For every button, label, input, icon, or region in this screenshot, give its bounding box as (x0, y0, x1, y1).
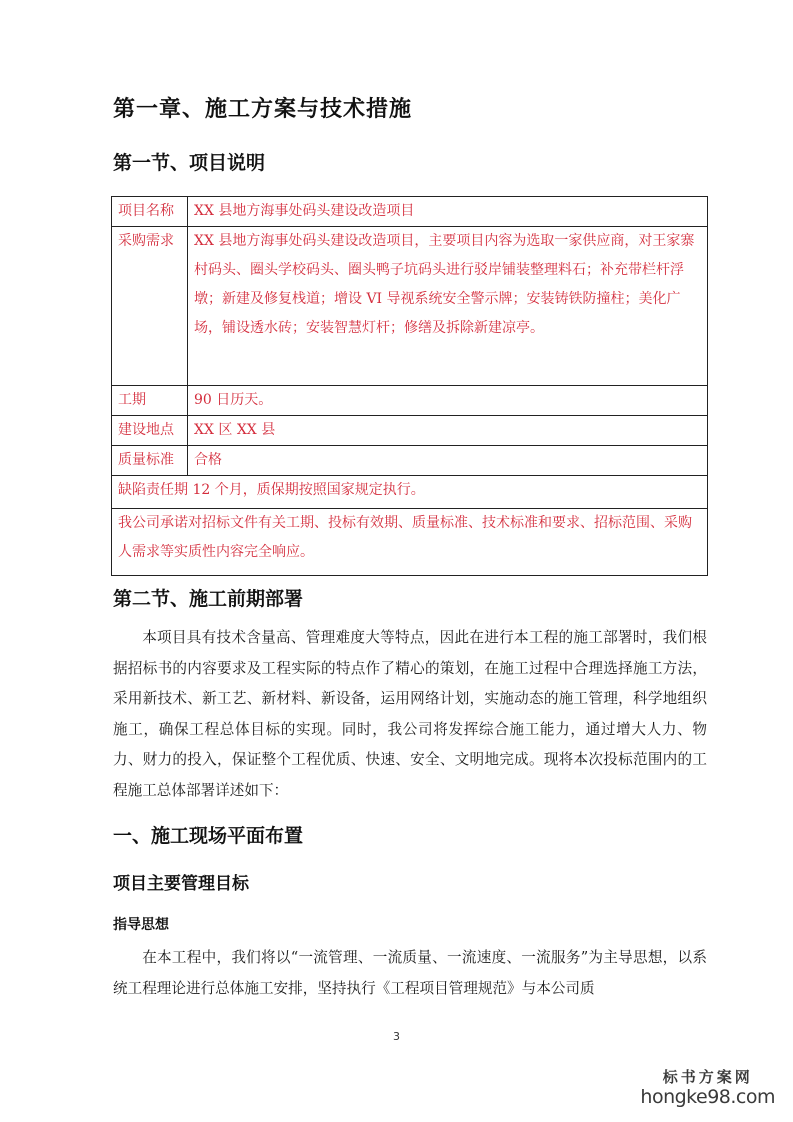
table-row (112, 197, 708, 227)
table-row (112, 416, 708, 446)
watermark-logo (640, 1068, 775, 1108)
table-row (112, 509, 708, 576)
page-number: 3 (393, 1030, 400, 1043)
commitment-note: 我公司承诺对招标文件有关工期、投标有效期、质量标准、技术标准和要求、招标范围、采购人需求等实质性内容完全响应。 (112, 509, 708, 576)
row-label: 项目名称 (112, 197, 188, 227)
table-row (112, 446, 708, 476)
row-value: XX 县地方海事处码头建设改造项目 (188, 197, 708, 227)
section-title-preliminary-deployment: 第二节、施工前期部署 (113, 588, 304, 610)
row-value: 90 日历天。 (188, 386, 708, 416)
row-label: 建设地点 (112, 416, 188, 446)
table-row (112, 476, 708, 509)
watermark-url: hongke98.com (640, 1086, 775, 1108)
row-value: XX 县地方海事处码头建设改造项目，主要项目内容为选取一家供应商，对王家寨村码头、圈头学校码头、圈头鸭子坑码头进行驳岸铺装整理料石；补充带栏杆浮墩；新建及修复栈道；增设 VI 导视系统安全警示牌；安装铸铁防撞柱；美化广场，铺设透水砖；安装智慧灯杆；修缮及拆除新建凉亭。 (188, 227, 708, 386)
project-info-table (111, 196, 708, 576)
table-row (112, 386, 708, 416)
chapter-title: 第一章、施工方案与技术措施 (113, 97, 413, 122)
row-value: XX 区 XX 县 (188, 416, 708, 446)
guiding-idea-title: 指导思想 (113, 917, 169, 933)
row-label: 采购需求 (112, 227, 188, 386)
management-goals-title: 项目主要管理目标 (113, 874, 249, 894)
row-value: 合格 (188, 446, 708, 476)
row-label: 质量标准 (112, 446, 188, 476)
watermark-cn: 标书方案网 (662, 1068, 753, 1086)
warranty-note: 缺陷责任期 12 个月，质保期按照国家规定执行。 (112, 476, 708, 509)
deployment-paragraph: 本项目具有技术含量高、管理难度大等特点，因此在进行本工程的施工部署时，我们根据招标书的内容要求及工程实际的特点作了精心的策划，在施工过程中合理选择施工方法，采用新技术、新工艺、新材料、新设备，运用网络计划，实施动态的施工管理，科学地组织施工，确保工程总体目标的实现。同时，我公司将发挥综合施工能力，通过增大人力、物力、财力的投入，保证整个工程优质、快速、安全、文明地完成。现将本次投标范围内的工程施工总体部署详述如下： (113, 629, 707, 799)
subsection-title-site-layout: 一、施工现场平面布置 (113, 825, 304, 847)
row-label: 工期 (112, 386, 188, 416)
section-title-project-description: 第一节、项目说明 (113, 152, 266, 174)
guiding-idea-paragraph: 在本工程中，我们将以“一流管理、一流质量、一流速度、一流服务”为主导思想，以系统工程理论进行总体施工安排，坚持执行《工程项目管理规范》与本公司质 (113, 949, 707, 997)
table-row (112, 227, 708, 386)
